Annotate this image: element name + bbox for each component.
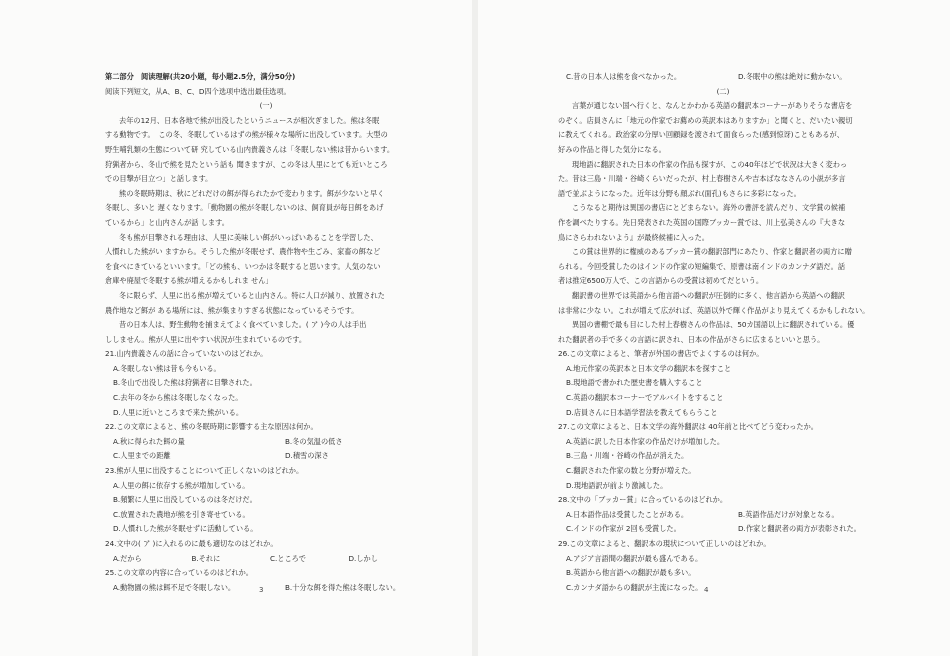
text-line: に教えてくれる。政治家の分厚い回顧録を渡されて面食らった(感到惊讶)こともあるが、 <box>558 130 844 140</box>
option-d[interactable]: D.冬眠中の熊は絶対に動かない。 <box>738 72 847 81</box>
text-line: られる。今回受賞したのはインドの作家の短編集で、原書は南インドのカンナダ語だ。話 <box>558 261 846 271</box>
text-line: 語で並ぶようになった。近年は分野も顔ぶれ(面孔)もさらに多彩になった。 <box>558 188 801 198</box>
right-column <box>558 70 888 595</box>
option-c[interactable]: C.英語の翻訳本コーナーでアルバイトをすること <box>566 393 724 403</box>
option-d[interactable]: D.しかし <box>348 553 378 563</box>
question-25 <box>105 566 427 595</box>
option-d[interactable]: D.店員さんに日本語学習法を教えてもらうこと <box>566 407 718 417</box>
option-c[interactable]: C.人里までの距離 <box>113 451 171 461</box>
text-line: 現地語に翻訳された日本の作家の作品も探すが、この40年ほどで状況は大きく変わっ <box>572 159 848 169</box>
option-row <box>105 552 427 567</box>
text-line: のぞく。店員さんに「地元の作家でお薦めの英訳本はありますか」と聞くと、だいたい親切 <box>558 115 853 125</box>
text-line: 翻訳書の世界では英語から他言語への翻訳が圧倒的に多く、他言語から英語への翻訳 <box>572 290 845 300</box>
question-24 <box>105 537 427 566</box>
text-line: する動物です。 この冬、冬眠しているはずの熊が様々な場所に出没しています。大型の <box>105 130 388 140</box>
passage-number: (一) <box>259 101 273 111</box>
paragraph-3 <box>105 231 427 289</box>
option-row <box>105 449 427 464</box>
option-b[interactable]: B.それに <box>191 553 221 563</box>
question-26 <box>558 347 888 420</box>
question-29 <box>558 537 888 595</box>
instruction: 阅读下列短文，从A、B、C、D四个选项中选出最佳选项。 <box>105 86 291 96</box>
text-line: 農作地など餌が ある場所には、熊が集まりすぎる状態になっているそうです。 <box>105 305 359 315</box>
option-d[interactable]: D.人里に近いところまで来た熊がいる。 <box>113 407 244 417</box>
option-d[interactable]: D.作家と翻訳者の両方が表彰された。 <box>738 524 861 534</box>
text-line: 野生哺乳類の生態について研 究している山内貴義さんは「冬眠しない熊は昔からいます。 <box>105 144 395 154</box>
paragraph-2 <box>558 158 888 202</box>
option-a[interactable]: A.英語に訳した日本作家の作品だけが増加した。 <box>566 436 725 446</box>
option-b[interactable]: B.十分な餌を得た熊は冬眠しない。 <box>285 582 401 592</box>
text-line: 狩猟者から、冬山で熊を見たという話も 聞きますが、この冬は人里にとても近いところ <box>105 159 388 169</box>
text-line: 冬に限らず、人里に出る熊が増えていると山内さん。特に人口が減り、放置された <box>119 290 385 300</box>
option-a[interactable]: A.人里の餌に依存する熊が増加している。 <box>113 480 250 490</box>
text-line: 倉庫や廃屋で冬眠する熊が増えるかもしれま せん」 <box>105 276 273 286</box>
question-stem: 28.文中の「ブッカー賞」に合っているのはどれか。 <box>558 495 728 505</box>
text-line: 作を調べたりする。先日発表された英国の国際ブッカー賞では、川上弘美さんの『大きな <box>558 217 846 227</box>
passage-number: (二) <box>716 86 730 96</box>
question-stem: 26.この文章によると、筆者が外国の書店でよくするのは何か。 <box>558 349 764 359</box>
paragraph-1 <box>105 114 427 187</box>
text-line: での目撃が目立つ」と話します。 <box>105 174 213 184</box>
option-row <box>105 435 427 450</box>
option-b[interactable]: B.冬山で出没した熊は狩猟者に目撃された。 <box>113 378 257 388</box>
option-row <box>558 522 888 537</box>
text-line: 者は推定6500万人で、この言語からの受賞は初めてだという。 <box>558 276 764 286</box>
page-number: 3 <box>259 586 264 594</box>
question-stem: 23.熊が人里に出没することについて正しくないのはどれか。 <box>105 466 304 476</box>
paragraph-5 <box>558 289 888 318</box>
option-c[interactable]: C.ところで <box>270 553 306 563</box>
text-line: ているから」と山内さんが話 します。 <box>105 217 229 227</box>
question-stem: 27.この文章によると、日本文学の海外翻訳は 40年前と比べてどう変わったか。 <box>558 422 818 432</box>
text-line: 冬も熊が目撃される理由は、人里に美味しい餌がいっぱいあることを学習した、 <box>119 232 378 242</box>
option-a[interactable]: A.日本語作品は受賞したことがある。 <box>566 509 689 519</box>
paragraph-2 <box>105 187 427 231</box>
paragraph-3 <box>558 201 888 245</box>
text-line: ししません。熊が人里に出やすい状況が生まれているのです。 <box>105 334 307 344</box>
text-line: こうなると期待は異国の書店にとどまらない。海外の書評を読んだり、文学賞の候補 <box>572 203 846 213</box>
option-c[interactable]: C.去年の冬から熊は冬眠しなくなった。 <box>113 393 243 403</box>
option-d[interactable]: D.現地語訳が前より激減した。 <box>566 480 668 490</box>
question-21 <box>105 347 427 420</box>
question-stem: 21.山内貴義さんの話に合っていないのはどれか。 <box>105 349 268 359</box>
option-a[interactable]: A.冬眠しない熊は昔も今もいる。 <box>113 363 221 373</box>
question-stem: 22.この文章によると、熊の冬眠時期に影響する主な原因は何か。 <box>105 422 318 432</box>
question-stem: 25.この文章の内容に合っているのはどれか。 <box>105 568 253 578</box>
text-line: 好みの作品と得した気分になる。 <box>558 144 666 154</box>
question-22 <box>105 420 427 464</box>
option-c[interactable]: C.昔の日本人は熊を食べなかった。 <box>566 72 682 81</box>
text-line: 熊の冬眠時期は、秋にどれだけの餌が得られたかで変わります。餌が少ないと早く <box>119 188 385 198</box>
text-line: 昔の日本人は、野生動物を捕まえてよく食べていました。( ア )今の人は手出 <box>119 320 367 330</box>
text-line: 言葉が通じない国へ行くと、なんとかわかる英語の翻訳本コーナーがありそうな書店を <box>572 101 853 111</box>
option-a[interactable]: A.アジア言語間の翻訳が最も盛んである。 <box>566 553 703 563</box>
right-page <box>478 0 950 656</box>
option-a[interactable]: A.動物園の熊は餌不足で冬眠しない。 <box>113 582 236 592</box>
question-25-continued <box>558 70 888 85</box>
text-line: 冬眠し、多いと 遅くなります。「動物園の熊が冬眠しないのは、飼育員が毎日餌をあげ <box>105 203 384 213</box>
option-b[interactable]: B.現地語で書かれた歴史書を購入すること <box>566 378 703 388</box>
page-number: 4 <box>704 586 709 594</box>
paragraph-4 <box>105 289 427 318</box>
text-line: を食べにきているといいます。「どの熊も、いつかは冬眠すると思います。人気のない <box>105 261 381 271</box>
question-stem: 24.文中の( ア )に入れるのに最も適切なのはどれか。 <box>105 539 278 548</box>
option-d[interactable]: D.人慣れした熊が冬眠せずに活動している。 <box>113 524 258 534</box>
left-column <box>105 70 427 595</box>
option-d[interactable]: D.積雪の深さ <box>285 451 329 461</box>
option-c[interactable]: C.インドの作家が 2回も受賞した。 <box>566 524 681 534</box>
option-c[interactable]: C.放置された農地が熊を引き寄せている。 <box>113 509 250 519</box>
left-page <box>0 0 472 656</box>
question-28 <box>558 493 888 537</box>
option-b[interactable]: B.英語から他言語への翻訳が最も多い。 <box>566 568 696 578</box>
option-c[interactable]: C.カンナダ語からの翻訳が主流になった。 <box>566 582 703 592</box>
option-row <box>558 508 888 523</box>
text-line: れた翻訳者の手で多くの言語に訳され、日本の作品がさらに広まるといいと思う。 <box>558 334 825 344</box>
text-line: は非常に少な い。これが増えて広がれば、英語以外で輝く作品がより見えてくるかもしれない。 <box>558 305 870 315</box>
text-line: 鳥にさらわれないよう』が最終候補に入った。 <box>558 232 709 242</box>
option-b[interactable]: B.冬の気温の低さ <box>285 436 343 446</box>
option-a[interactable]: A.だから <box>113 553 142 563</box>
option-c[interactable]: C.翻訳された作家の数と分野が増えた。 <box>566 466 696 476</box>
question-stem: 29.この文章によると、翻訳本の現状について正しいのはどれか。 <box>558 539 771 548</box>
text-line: この賞は世界的に権威のあるブッカー賞の翻訳部門にあたり、作家と翻訳者の両方に贈 <box>572 247 852 257</box>
paragraph-1 <box>558 99 888 157</box>
question-23 <box>105 464 427 537</box>
paragraph-5 <box>105 318 427 347</box>
option-a[interactable]: A.地元作家の英訳本と日本文学の翻訳本を探すこと <box>566 363 732 373</box>
question-27 <box>558 420 888 493</box>
text-line: た。昔は三島・川端・谷崎くらいだったが、村上春樹さんや吉本ばななさんの小説が多言 <box>558 174 846 184</box>
option-b[interactable]: B.英語作品だけが対象となる。 <box>738 509 839 519</box>
option-b[interactable]: B.頻繁に人里に出没しているのは冬だけだ。 <box>113 495 257 505</box>
paragraph-6 <box>558 318 888 347</box>
option-b[interactable]: B.三島・川端・谷崎の作品が消えた。 <box>566 451 689 461</box>
option-row <box>105 581 427 596</box>
text-line: 異国の書棚で最も目にした村上春樹さんの作品は、50カ国語以上に翻訳されている。優 <box>572 320 855 330</box>
option-a[interactable]: A.秋に得られた餌の量 <box>113 436 185 446</box>
text-line: 人慣れした熊がい ますから。そうした熊が冬眠せず、農作物や生ごみ、家畜の餌など <box>105 247 381 257</box>
text-line: 去年の12月、日本各地で熊が出没したというニュースが相次ぎました。熊は冬眠 <box>119 115 380 125</box>
section-title: 第二部分 阅读理解(共20小题，每小题2.5分，满分50分) <box>105 72 296 81</box>
paragraph-4 <box>558 245 888 289</box>
